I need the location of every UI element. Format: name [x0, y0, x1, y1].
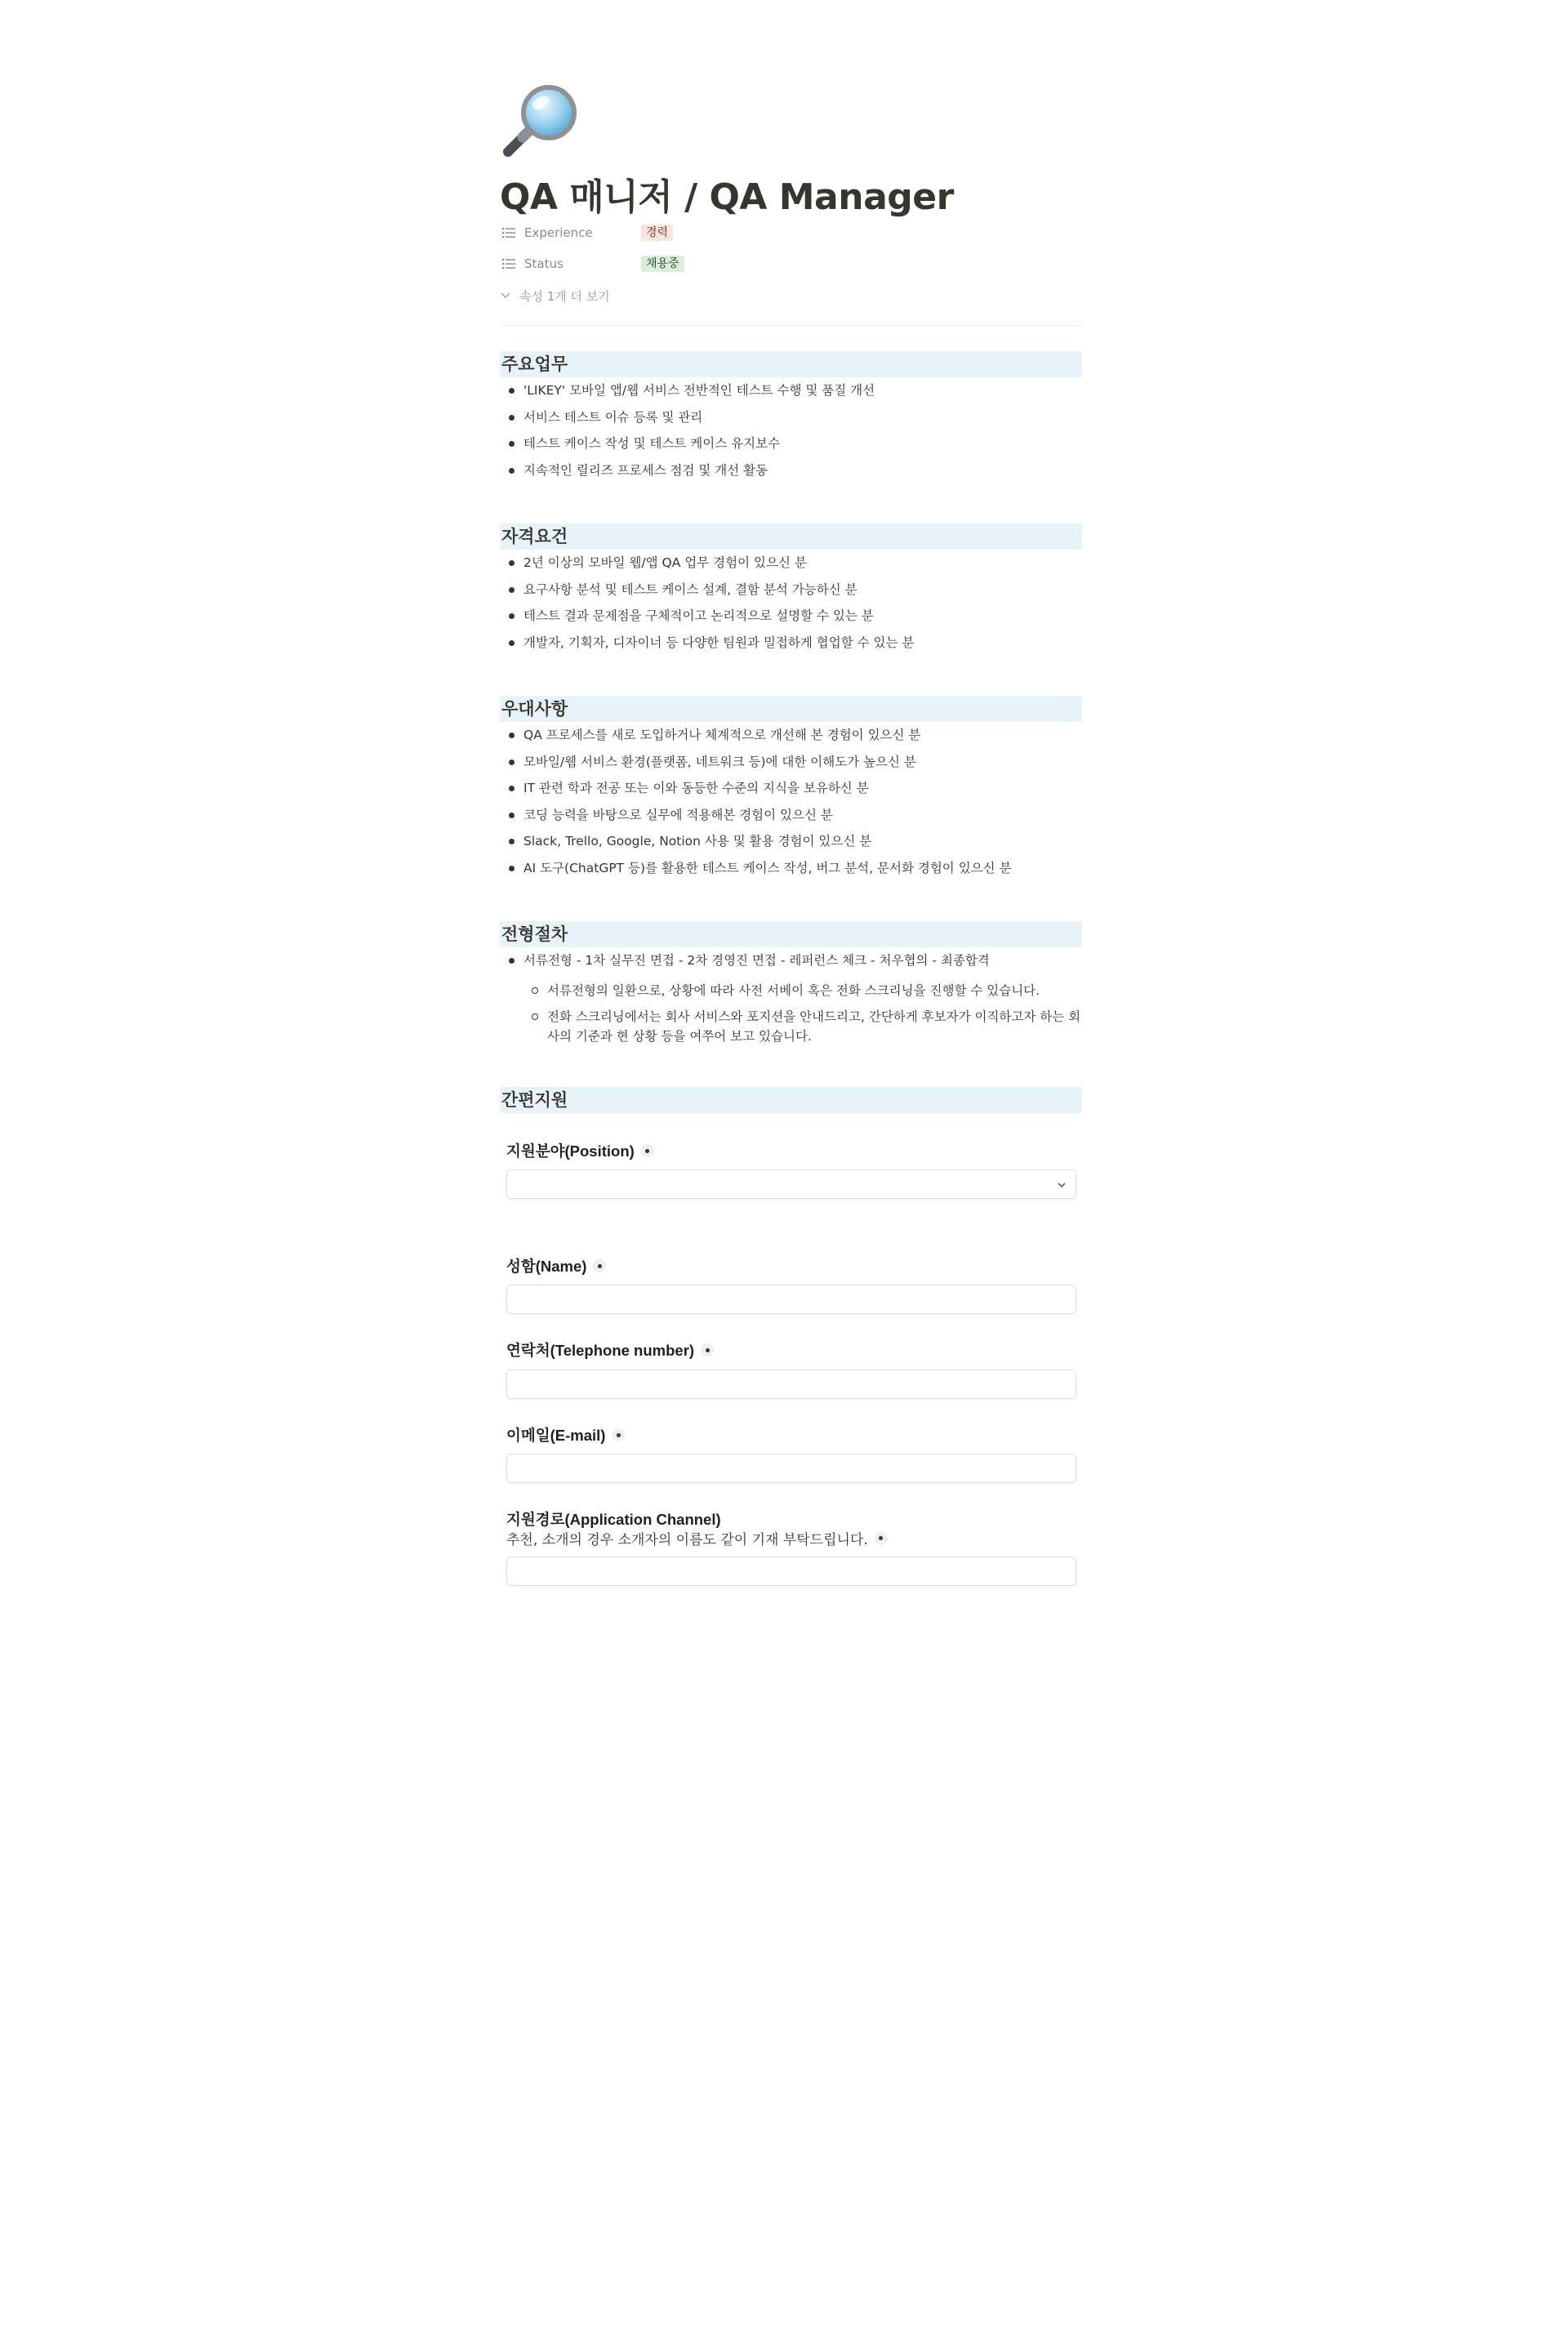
list-item: Slack, Trello, Google, Notion 사용 및 활용 경험이 있으신 분 — [500, 828, 1082, 855]
required-indicator — [875, 1532, 888, 1545]
list-item: 서비스 테스트 이슈 등록 및 관리 — [500, 404, 1082, 431]
section-requirements — [500, 523, 1082, 656]
list-item: 요구사항 분석 및 테스트 케이스 설계, 결함 분석 가능하신 분 — [500, 577, 1082, 604]
section-heading: 주요업무 — [500, 351, 1082, 377]
phone-field[interactable] — [506, 1370, 1076, 1399]
required-indicator — [593, 1259, 606, 1272]
duties-list — [500, 377, 1082, 483]
name-field[interactable] — [506, 1285, 1076, 1314]
section-duties — [500, 351, 1082, 483]
email-label — [506, 1424, 625, 1445]
list-item: IT 관련 학과 전공 또는 이와 동등한 수준의 지식을 보유하신 분 — [500, 775, 1082, 802]
section-apply — [500, 1087, 1082, 1113]
required-indicator — [641, 1144, 654, 1157]
position-label — [506, 1140, 654, 1161]
list-icon — [500, 224, 518, 242]
position-select[interactable] — [506, 1169, 1076, 1199]
phone-label-text: 연락처(Telephone number) — [506, 1342, 695, 1359]
list-icon — [500, 255, 518, 273]
property-name: Status — [524, 256, 564, 271]
list-item — [500, 947, 1082, 974]
status-tag[interactable]: 채용중 — [641, 256, 684, 272]
list-item: 테스트 결과 문제점을 구체적이고 논리적으로 설명할 수 있는 분 — [500, 603, 1082, 630]
position-label-text: 지원분야(Position) — [506, 1142, 635, 1160]
channel-description-text: 추천, 소개의 경우 소개자의 이름도 같이 기재 부탁드립니다. — [506, 1532, 868, 1548]
list-item: 개발자, 기획자, 디자이너 등 다양한 팀원과 밀접하게 협업할 수 있는 분 — [500, 630, 1082, 657]
email-field[interactable] — [506, 1454, 1076, 1483]
experience-tag[interactable]: 경력 — [641, 225, 673, 241]
required-indicator — [701, 1343, 714, 1356]
name-label — [506, 1255, 606, 1276]
required-indicator — [612, 1428, 625, 1441]
section-heading: 자격요건 — [500, 523, 1082, 550]
process-sublist — [500, 981, 1082, 1046]
process-steps: 서류전형 - 1차 실무진 면접 - 2차 경영진 면접 - 레퍼런스 체크 - 처우협의 - 최종합격 — [523, 953, 990, 968]
channel-label — [506, 1508, 721, 1530]
section-process — [500, 921, 1082, 1046]
section-heading: 우대사항 — [500, 696, 1082, 722]
list-item: QA 프로세스를 새로 도입하거나 체계적으로 개선해 본 경험이 있으신 분 — [500, 722, 1082, 749]
phone-label — [506, 1339, 714, 1361]
divider — [500, 325, 1082, 326]
channel-description — [506, 1528, 888, 1548]
magnifying-glass-icon[interactable] — [500, 82, 585, 160]
page-title: QA 매니저 / QA Manager — [500, 176, 954, 218]
chevron-down-icon — [500, 292, 511, 300]
property-name: Experience — [524, 225, 593, 240]
list-item: 지속적인 릴리즈 프로세스 점검 및 개선 활동 — [500, 457, 1082, 484]
list-item: 2년 이상의 모바일 웹/앱 QA 업무 경험이 있으신 분 — [500, 550, 1082, 577]
process-list — [500, 947, 1082, 974]
requirements-list — [500, 550, 1082, 656]
list-item: 모바일/웹 서비스 환경(플랫폼, 네트워크 등)에 대한 이해도가 높으신 분 — [500, 749, 1082, 776]
section-heading: 간편지원 — [500, 1087, 1082, 1113]
name-label-text: 성함(Name) — [506, 1258, 587, 1275]
list-item: 'LIKEY' 모바일 앱/웹 서비스 전반적인 테스트 수행 및 품질 개선 — [500, 377, 1082, 404]
show-more-properties-label: 속성 1개 더 보기 — [519, 288, 610, 304]
list-item: 테스트 케이스 작성 및 테스트 케이스 유지보수 — [500, 430, 1082, 457]
preferred-list — [500, 722, 1082, 881]
section-heading: 전형절차 — [500, 921, 1082, 947]
chevron-down-icon — [1056, 1179, 1067, 1191]
show-more-properties-button[interactable] — [500, 283, 610, 308]
email-label-text: 이메일(E-mail) — [506, 1427, 606, 1444]
channel-field[interactable] — [506, 1557, 1076, 1586]
property-experience[interactable] — [500, 220, 1082, 245]
property-status[interactable] — [500, 252, 1082, 276]
channel-label-text: 지원경로(Application Channel) — [506, 1511, 721, 1528]
sub-list-item: 전화 스크리닝에서는 회사 서비스와 포지션을 안내드리고, 간단하게 후보자가 이직하고자 하는 회사의 기준과 현 상황 등을 여쭈어 보고 있습니다. — [523, 1007, 1082, 1046]
sub-list-item: 서류전형의 일환으로, 상황에 따라 사전 서베이 혹은 전화 스크리닝을 진행할 수 있습니다. — [523, 981, 1082, 1000]
list-item: 코딩 능력을 바탕으로 실무에 적용해본 경험이 있으신 분 — [500, 802, 1082, 829]
section-preferred — [500, 696, 1082, 881]
list-item: AI 도구(ChatGPT 등)를 활용한 테스트 케이스 작성, 버그 분석, 문서화 경험이 있으신 분 — [500, 855, 1082, 882]
